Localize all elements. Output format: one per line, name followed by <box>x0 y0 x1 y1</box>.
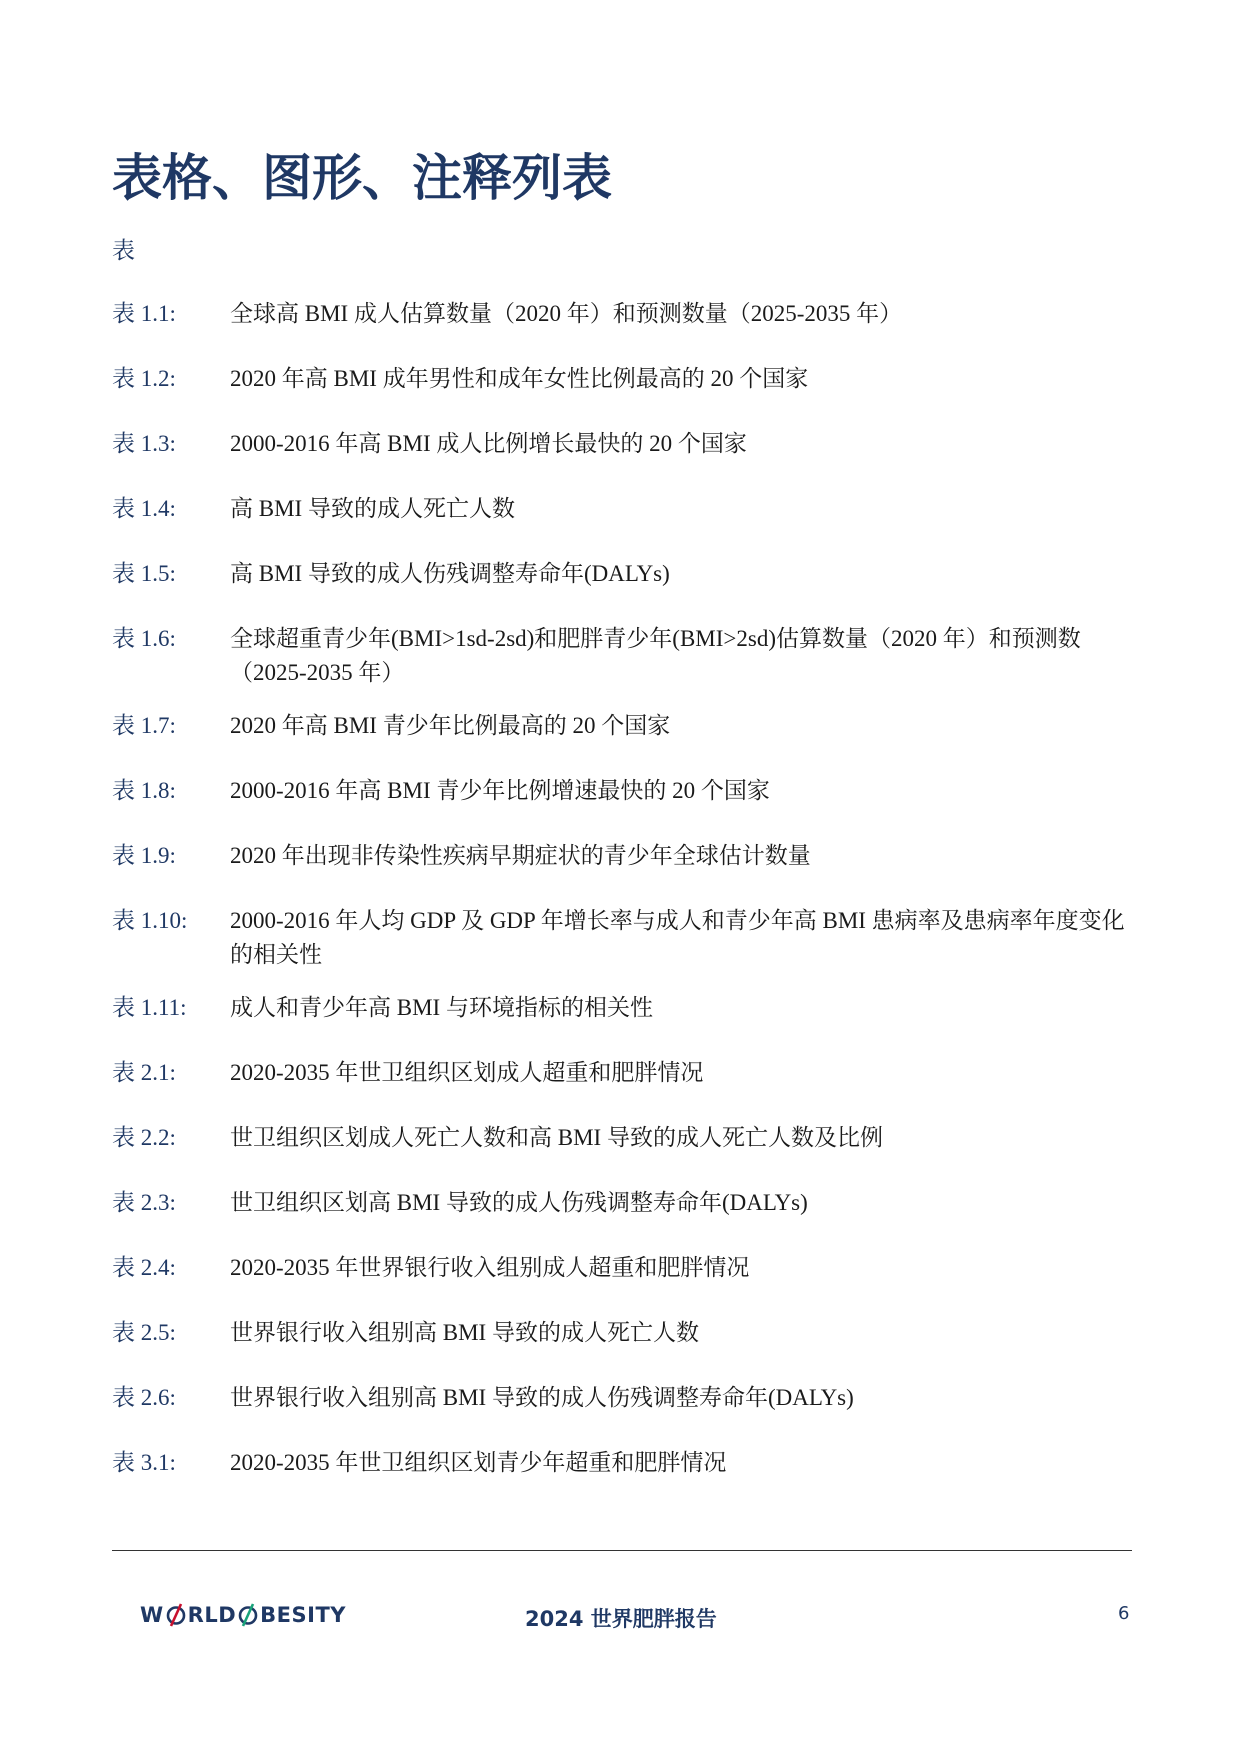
list-item <box>112 427 1132 461</box>
entry-label: 表 2.1: <box>112 1060 176 1085</box>
list-item <box>112 492 1132 526</box>
entry-label: 表 1.8: <box>112 778 176 803</box>
list-item <box>112 1121 1132 1155</box>
list-item <box>112 622 1132 690</box>
section-heading: 表 <box>112 238 135 264</box>
list-item <box>112 839 1132 873</box>
entry-text: 2000-2016 年人均 GDP 及 GDP 年增长率与成人和青少年高 BMI 患病率及患病率年度变化的相关性 <box>230 908 1125 967</box>
footer-divider <box>112 1550 1132 1551</box>
list-item <box>112 297 1132 331</box>
entry-label: 表 1.10: <box>112 908 188 933</box>
list-item <box>112 557 1132 591</box>
entry-label: 表 1.11: <box>112 995 187 1020</box>
list-item <box>112 1186 1132 1220</box>
world-obesity-logo <box>140 1603 346 1627</box>
entry-label: 表 1.7: <box>112 713 176 738</box>
entry-label: 表 1.2: <box>112 366 176 391</box>
entry-text: 高 BMI 导致的成人死亡人数 <box>230 496 515 521</box>
footer-report-title: 2024 世界肥胖报告 <box>525 1607 717 1631</box>
list-item <box>112 991 1132 1025</box>
entry-text: 2000-2016 年高 BMI 青少年比例增速最快的 20 个国家 <box>230 778 770 803</box>
list-item <box>112 1056 1132 1090</box>
entry-text: 世界银行收入组别高 BMI 导致的成人伤残调整寿命年(DALYs) <box>230 1385 854 1410</box>
entry-label: 表 1.9: <box>112 843 176 868</box>
entry-label: 表 1.5: <box>112 561 176 586</box>
entry-text: 2020-2035 年世卫组织区划成人超重和肥胖情况 <box>230 1060 704 1085</box>
entry-text: 2020-2035 年世界银行收入组别成人超重和肥胖情况 <box>230 1255 750 1280</box>
entry-text: 2020-2035 年世卫组织区划青少年超重和肥胖情况 <box>230 1450 727 1475</box>
logo-text-part: BESITY <box>260 1603 346 1627</box>
logo-o-slash-icon <box>165 1603 187 1627</box>
entry-text: 全球超重青少年(BMI>1sd-2sd)和肥胖青少年(BMI>2sd)估算数量（2020 年）和预测数（2025-2035 年） <box>230 626 1081 685</box>
logo-o-slash-icon <box>237 1603 259 1627</box>
list-item <box>112 1446 1132 1480</box>
entry-label: 表 2.2: <box>112 1125 176 1150</box>
entry-label: 表 2.3: <box>112 1190 176 1215</box>
list-item <box>112 1316 1132 1350</box>
entry-label: 表 3.1: <box>112 1450 176 1475</box>
entry-label: 表 2.6: <box>112 1385 176 1410</box>
entry-text: 世卫组织区划高 BMI 导致的成人伤残调整寿命年(DALYs) <box>230 1190 808 1215</box>
entry-label: 表 1.3: <box>112 431 176 456</box>
list-item <box>112 362 1132 396</box>
list-item <box>112 1251 1132 1285</box>
entry-label: 表 1.6: <box>112 626 176 651</box>
entry-label: 表 1.4: <box>112 496 176 521</box>
entry-text: 2020 年出现非传染性疾病早期症状的青少年全球估计数量 <box>230 843 811 868</box>
logo-text-part: W <box>140 1603 164 1627</box>
list-item <box>112 904 1132 972</box>
entry-text: 成人和青少年高 BMI 与环境指标的相关性 <box>230 995 653 1020</box>
logo-text-part: RLD <box>187 1603 237 1627</box>
list-item <box>112 1381 1132 1415</box>
entry-text: 2000-2016 年高 BMI 成人比例增长最快的 20 个国家 <box>230 431 747 456</box>
entry-text: 全球高 BMI 成人估算数量（2020 年）和预测数量（2025-2035 年） <box>230 301 903 326</box>
entry-label: 表 2.5: <box>112 1320 176 1345</box>
entry-label: 表 2.4: <box>112 1255 176 1280</box>
entry-text: 高 BMI 导致的成人伤残调整寿命年(DALYs) <box>230 561 670 586</box>
entry-text: 世界银行收入组别高 BMI 导致的成人死亡人数 <box>230 1320 699 1345</box>
entry-text: 世卫组织区划成人死亡人数和高 BMI 导致的成人死亡人数及比例 <box>230 1125 883 1150</box>
list-item <box>112 774 1132 808</box>
page-number: 6 <box>1118 1603 1130 1624</box>
list-item <box>112 709 1132 743</box>
page-title: 表格、图形、注释列表 <box>112 149 612 207</box>
entry-text: 2020 年高 BMI 成年男性和成年女性比例最高的 20 个国家 <box>230 366 809 391</box>
entry-label: 表 1.1: <box>112 301 176 326</box>
entry-text: 2020 年高 BMI 青少年比例最高的 20 个国家 <box>230 713 671 738</box>
